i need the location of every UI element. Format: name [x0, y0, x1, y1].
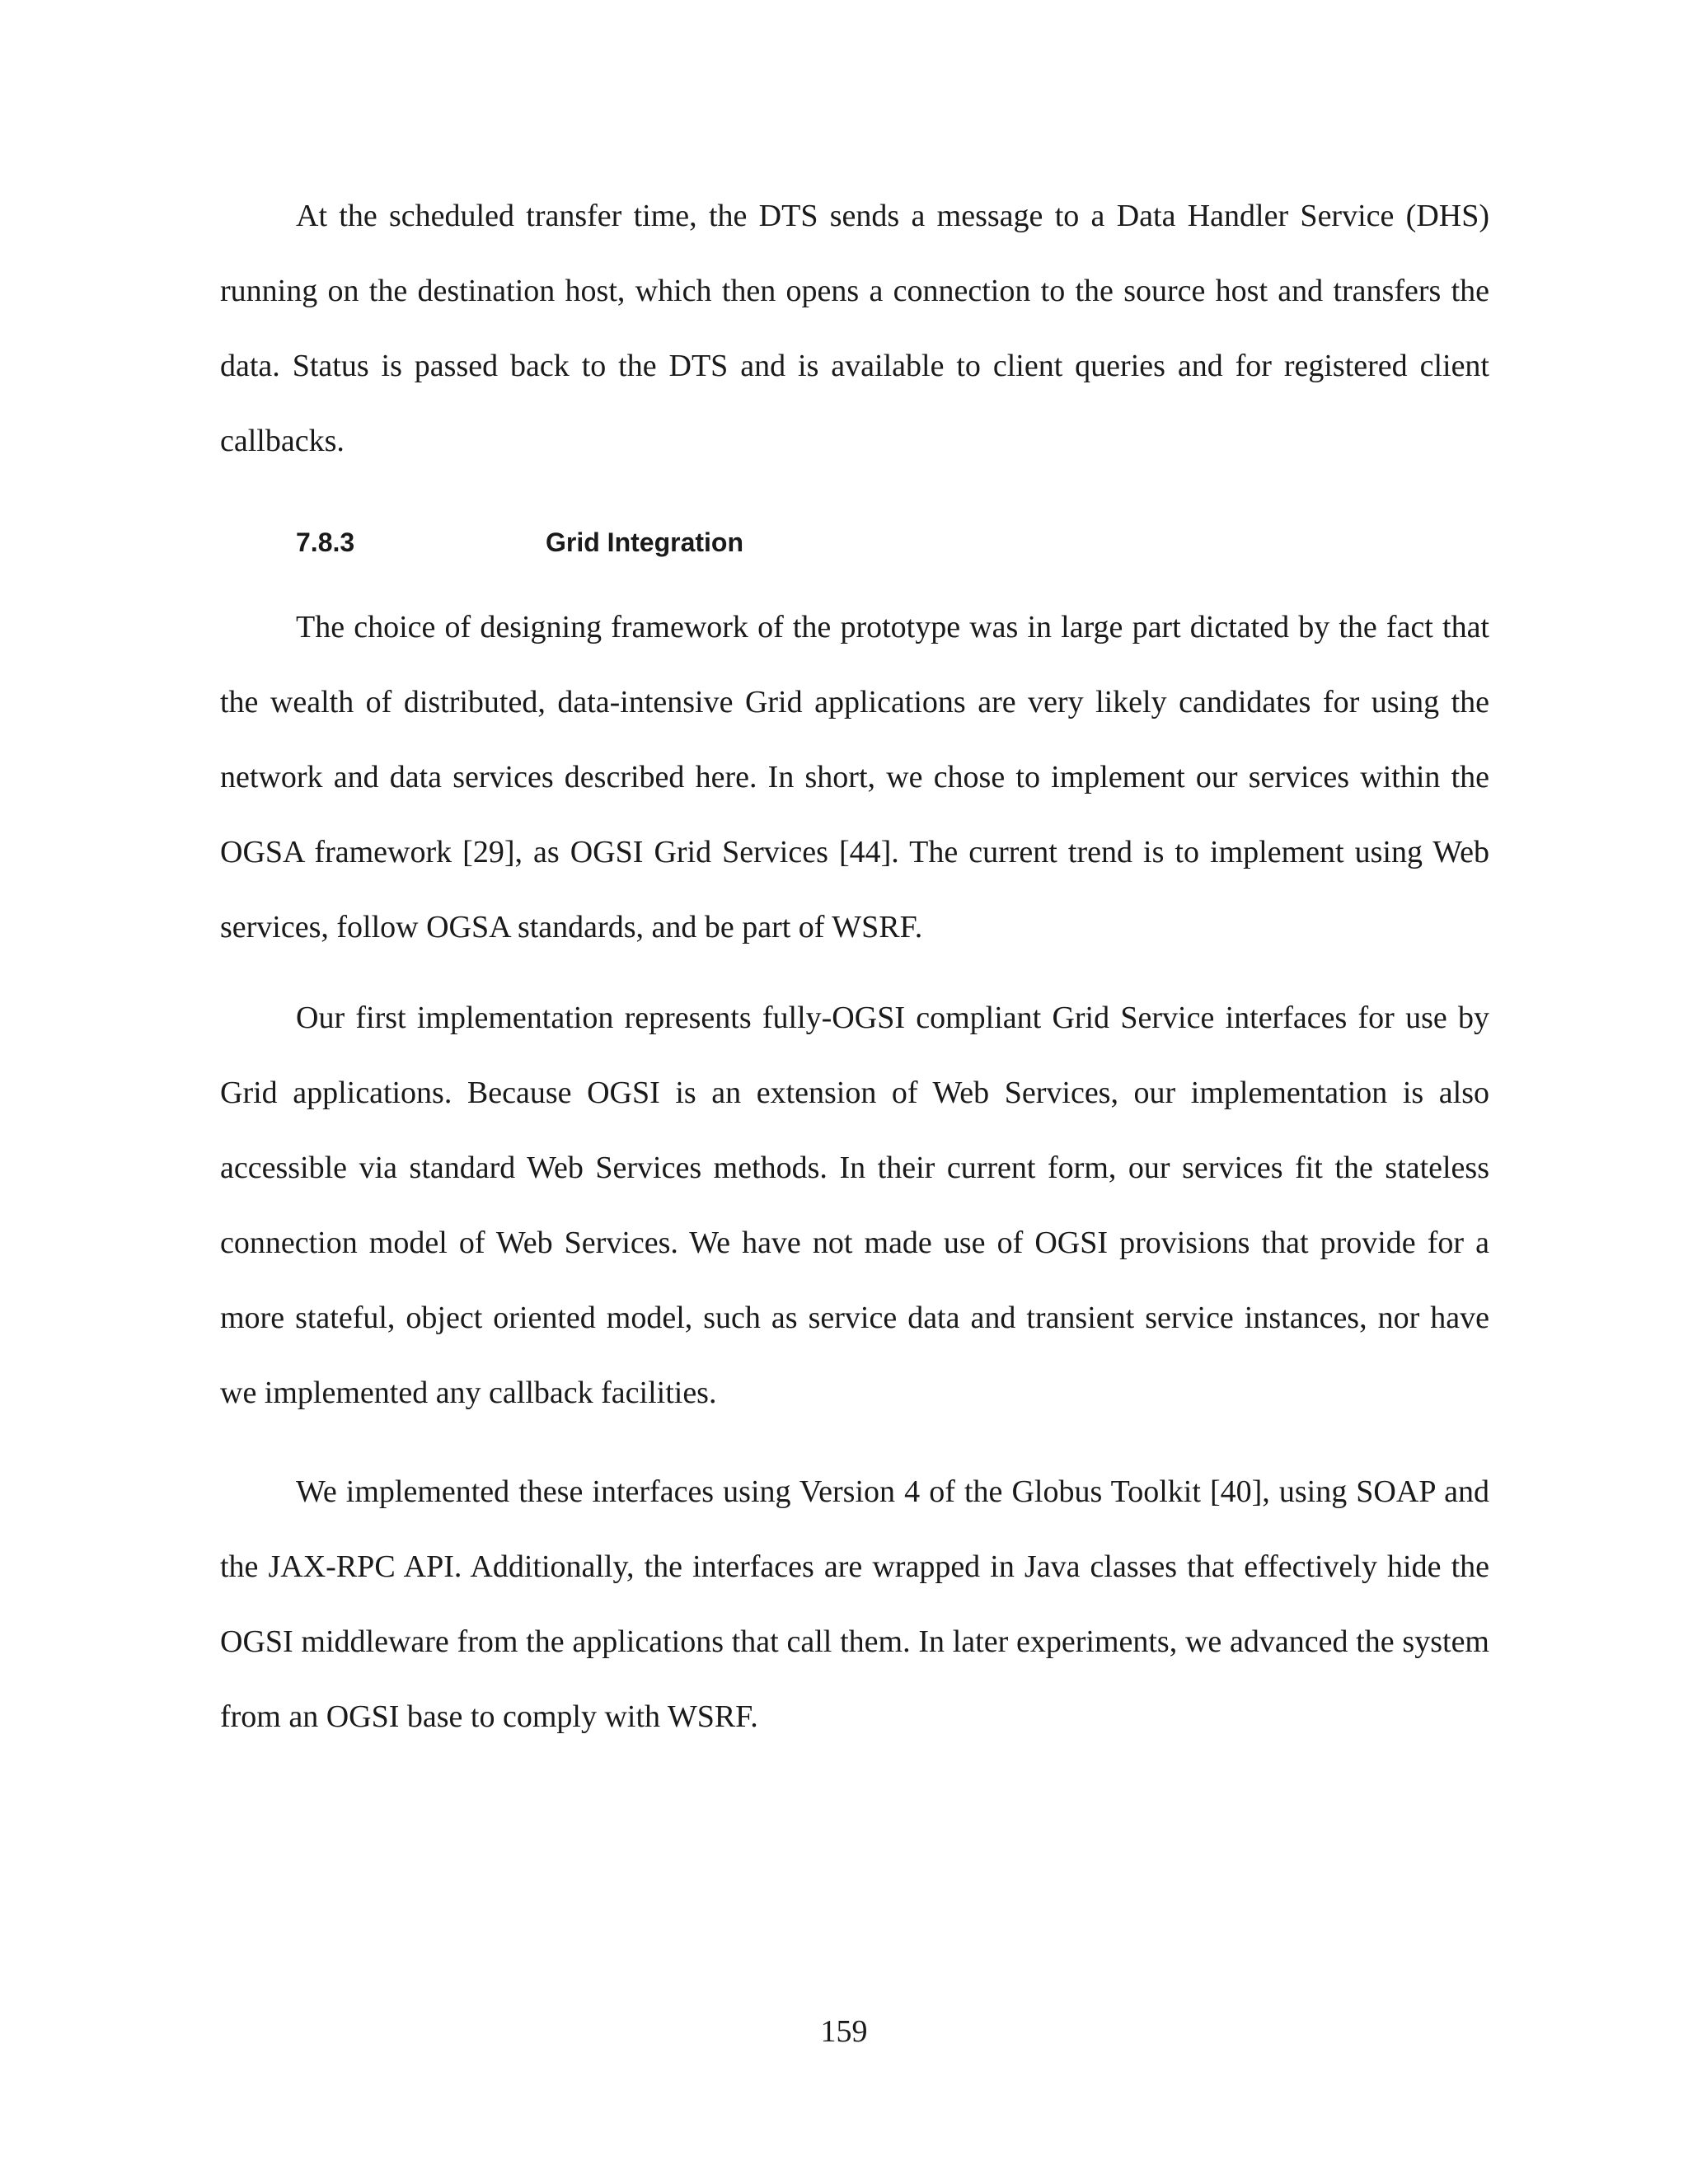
- section-title: Grid Integration: [546, 527, 743, 557]
- body-paragraph: The choice of designing framework of the prototype was in large part dictated by the fact that the wealth of distributed, data-intensive Grid applications are very likely candidates for using the network and data services described here. In short, we chose to implement our services within the OGSA framework [29], as OGSI Grid Services [44]. The current trend is to implement using Web services, follow OGSA standards, and be part of WSRF.: [220, 610, 1489, 944]
- section-heading: [296, 526, 743, 559]
- section-number: 7.8.3: [296, 527, 355, 557]
- body-paragraph: At the scheduled transfer time, the DTS sends a message to a Data Handler Service (DHS) running on the destination host, which then opens a connection to the source host and transfers the data. Status is passed back to the DTS and is available to client queries and for registered client callbacks.: [220, 199, 1489, 458]
- body-paragraph: Our first implementation represents fully-OGSI compliant Grid Service interfaces for use by Grid applications. Because OGSI is an extension of Web Services, our implementation is also accessible via standard Web Services methods. In their current form, our services fit the stateless connection model of Web Services. We have not made use of OGSI provisions that provide for a more stateful, object oriented model, such as service data and transient service instances, nor have we implemented any callback facilities.: [220, 1001, 1489, 1410]
- page-number: 159: [820, 2014, 868, 2049]
- body-paragraph: We implemented these interfaces using Version 4 of the Globus Toolkit [40], using SOAP and the JAX-RPC API. Additionally, the interfaces are wrapped in Java classes that effectively hide the OGSI middleware from the applications that call them. In later experiments, we advanced the system from an OGSI base to comply with WSRF.: [220, 1474, 1489, 1734]
